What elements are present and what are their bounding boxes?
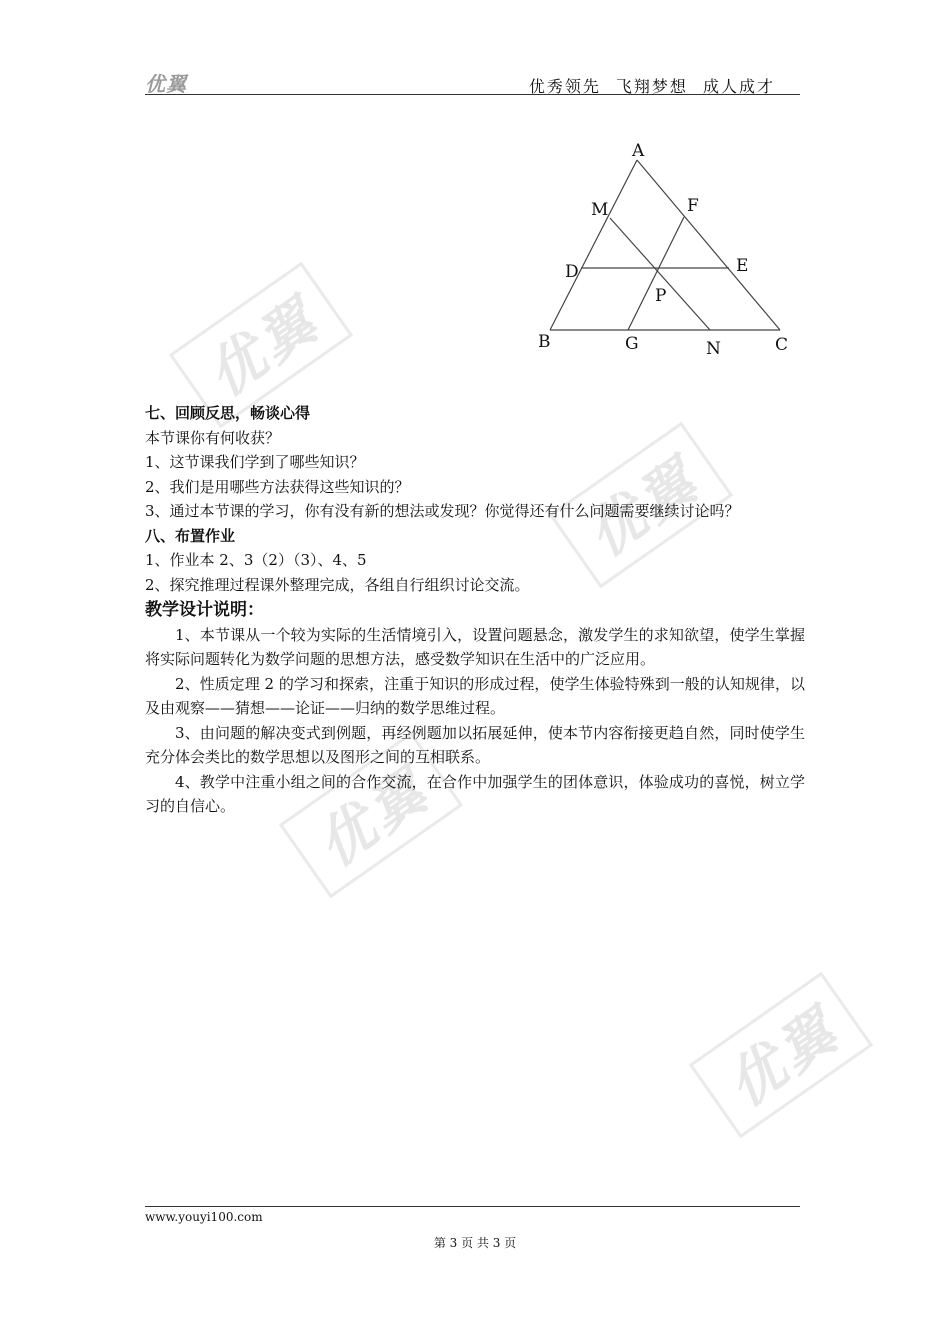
design-paragraph: 4、教学中注重小组之间的合作交流，在合作中加强学生的团体意识，体验成功的喜悦，树立学习的自信心。 [145,772,805,815]
page-number: 第 3 页 共 3 页 [433,1236,517,1250]
segment-mn [610,218,710,330]
header-motto: 优秀领先 飞翔梦想 成人成才 [528,77,775,96]
section-8-title: 八、布置作业 [145,526,236,545]
design-paragraph: 1、本节课从一个较为实际的生活情境引入，设置问题悬念，激发学生的求知欲望，使学生掌握将实际问题转化为数学问题的思想方法，感受数学知识在生活中的广泛应用。 [145,625,805,668]
section-7-line: 3、通过本节课的学习，你有没有新的想法或发现？你觉得还有什么问题需要继续讨论吗？ [145,502,740,520]
label-b: B [538,332,551,352]
section-8-line: 2、探究推理过程课外整理完成，各组自行组织讨论交流。 [145,575,530,594]
design-paragraph: 3、由问题的解决变式到例题，再经例题加以拓展延伸，使本节内容衔接更趋自然，同时使学生充分体会类比的数学思想以及图形之间的互相联系。 [145,723,805,766]
main-content [145,401,805,819]
section-7-line: 2、我们是用哪些方法获得这些知识的？ [145,477,410,496]
triangle-figure [530,135,810,365]
label-d: D [565,262,579,282]
side-ab [550,160,637,330]
design-notes-title: 教学设计说明： [145,600,264,620]
label-f: F [687,196,699,216]
page-header [145,70,800,96]
label-e: E [736,256,749,276]
section-8-line: 1、作业本 2、3（2）（3）、4、5 [145,551,367,569]
watermark-logo: 优翼 [279,732,463,899]
label-p: P [655,286,667,306]
label-m: M [591,200,609,220]
section-7-line: 本节课你有何收获？ [145,428,281,447]
footer-site-link[interactable]: www.youyi100.com [145,1210,263,1224]
section-7-line: 1、这节课我们学到了哪些知识？ [145,453,365,471]
watermark-logo: 优翼 [169,262,353,429]
design-paragraph: 2、性质定理 2 的学习和探索，注重于知识的形成过程，使学生体验特殊到一般的认知规律，以及由观察——猜想——论证——归纳的数学思维过程。 [145,674,805,717]
section-7-title: 七、回顾反思，畅谈心得 [145,404,311,422]
footer-rule [145,1206,800,1207]
label-g: G [625,334,639,354]
header-rule [145,94,800,95]
watermark-logo: 优翼 [689,972,873,1139]
label-c: C [775,335,789,355]
logo: 优翼 [145,72,187,96]
label-a: A [632,141,645,161]
triangle-diagram [530,135,810,365]
label-n: N [706,339,721,359]
watermark-logo: 优翼 [549,422,733,589]
segment-fg [628,217,684,330]
